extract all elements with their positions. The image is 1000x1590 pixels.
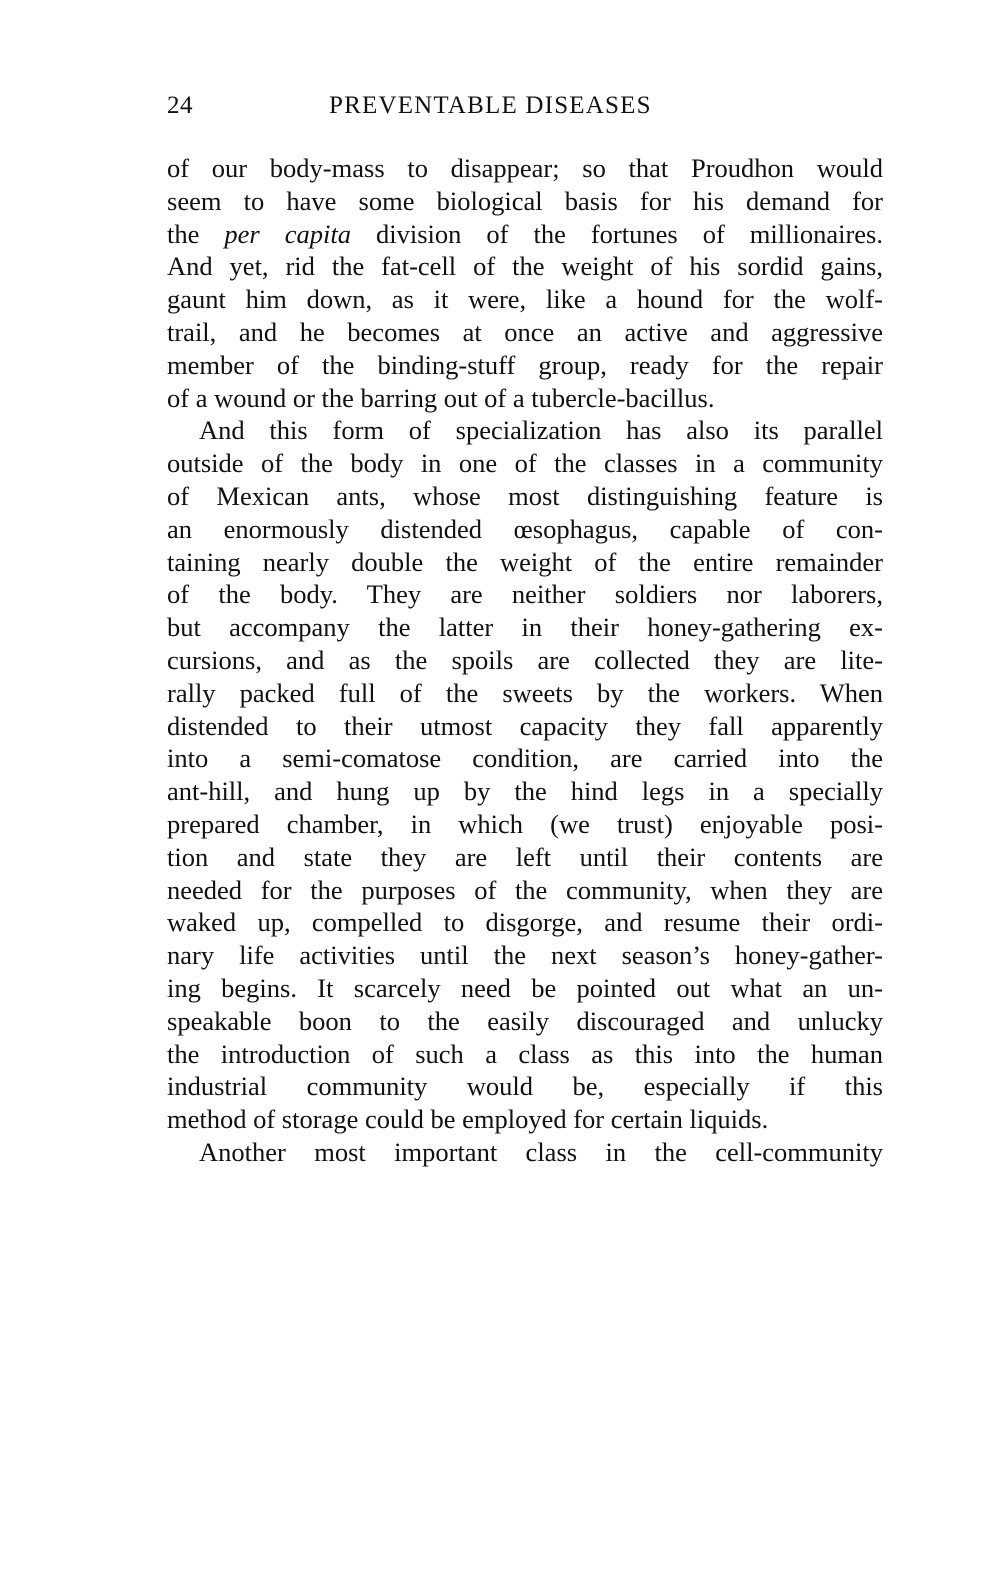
book-page: [167, 92, 883, 1169]
page-number: 24: [167, 92, 193, 119]
text-line: ing begins. It scarcely need be pointed out what an un-: [167, 972, 883, 1003]
text-line: tion and state they are left until their contents are: [167, 841, 883, 872]
text-line: into a semi-comatose condition, are carried into the: [167, 743, 883, 774]
italic-phrase: per capita: [224, 218, 351, 249]
text-line: And yet, rid the fat-cell of the weight of his sordid gains,: [167, 251, 883, 282]
text-line: of our body-mass to disappear; so that Proudhon would: [167, 153, 883, 183]
running-title: PREVENTABLE DISEASES: [329, 92, 652, 119]
text-line: the introduction of such a class as this into the human: [167, 1038, 883, 1069]
text-line: distended to their utmost capacity they fall apparently: [167, 710, 883, 741]
text-line: ant-hill, and hung up by the hind legs in a specially: [167, 776, 883, 807]
text-segment: the: [167, 218, 225, 249]
text-line: cursions, and as the spoils are collected they are lite-: [167, 644, 883, 675]
text-line: of the body. They are neither soldiers nor laborers,: [167, 579, 883, 610]
text-line: method of storage could be employed for certain liquids.: [167, 1104, 769, 1135]
text-line: nary life activities until the next season’s honey-gather-: [167, 940, 883, 971]
body-text: [167, 152, 883, 1169]
text-line: speakable boon to the easily discouraged and unlucky: [167, 1005, 883, 1036]
text-line: gaunt him down, as it were, like a hound for the wolf-: [167, 284, 883, 315]
text-segment: division of the fortunes of millionaires.: [350, 218, 883, 249]
text-line: Another most important class in the cell-community: [199, 1136, 883, 1167]
text-line: needed for the purposes of the community, when they are: [167, 874, 883, 905]
text-line: but accompany the latter in their honey-gathering ex-: [167, 612, 883, 643]
text-line: trail, and he becomes at once an active and aggressive: [167, 316, 883, 347]
text-line: industrial community would be, especially if this: [167, 1071, 883, 1102]
text-line: seem to have some biological basis for his demand for: [167, 185, 883, 216]
text-line: taining nearly double the weight of the entire remainder: [167, 546, 883, 577]
text-line: And this form of specialization has also its parallel: [199, 415, 883, 446]
text-line: member of the binding-stuff group, ready for the repair: [167, 349, 883, 380]
text-line: rally packed full of the sweets by the workers. When: [167, 677, 883, 708]
text-line: an enormously distended œsophagus, capable of con-: [167, 513, 883, 544]
text-line: outside of the body in one of the classes in a community: [167, 448, 883, 479]
running-head: [167, 92, 883, 132]
text-line: [167, 218, 883, 251]
text-line: of a wound or the barring out of a tubercle-bacillus.: [167, 382, 715, 413]
text-line: of Mexican ants, whose most distinguishing feature is: [167, 480, 883, 511]
text-line: waked up, compelled to disgorge, and resume their ordi-: [167, 907, 883, 938]
text-line: prepared chamber, in which (we trust) enjoyable posi-: [167, 808, 883, 839]
